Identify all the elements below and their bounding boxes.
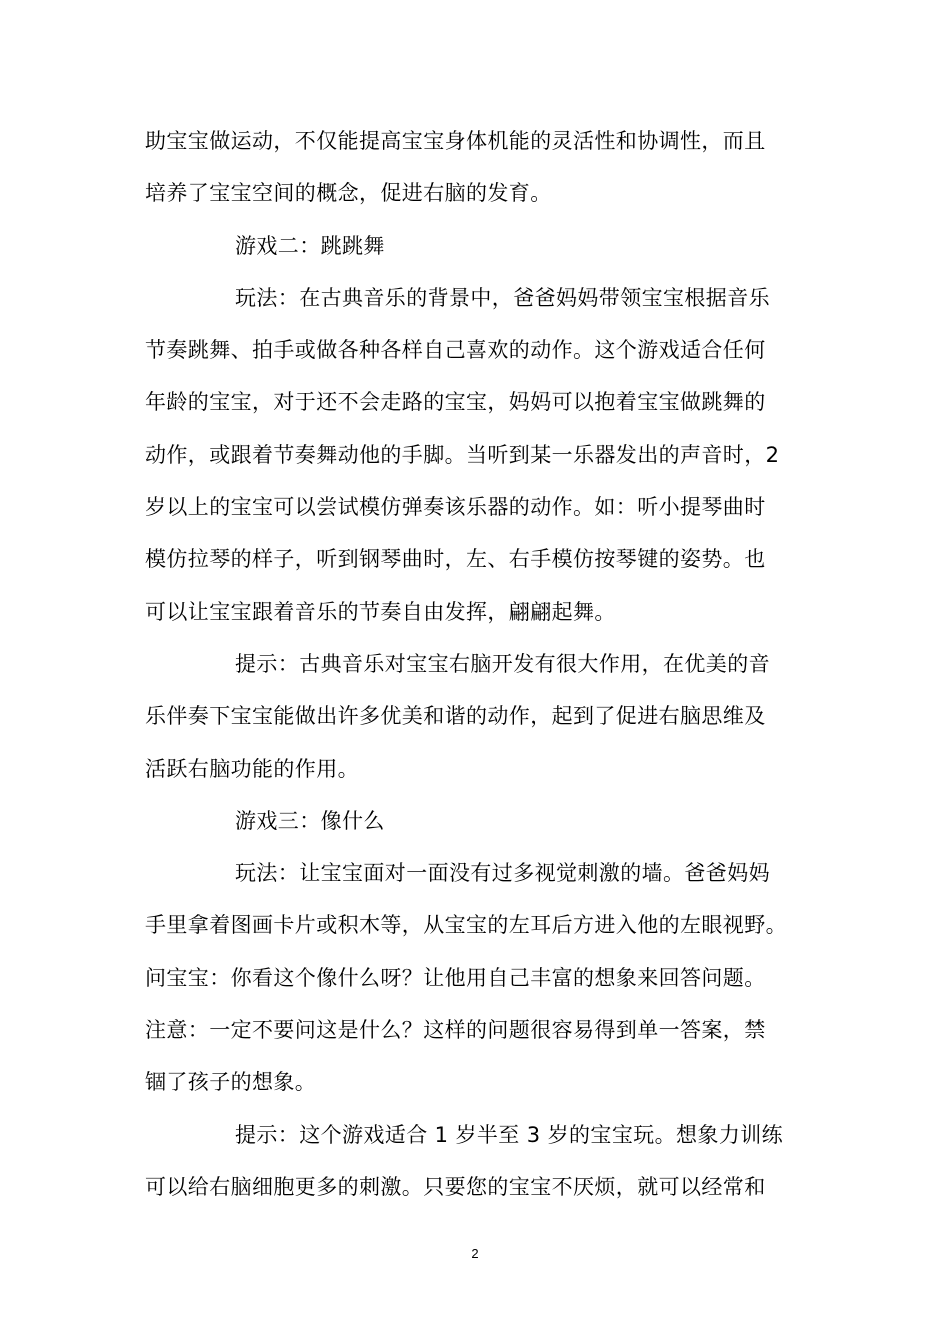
text-line: 可以给右脑细胞更多的刺激。只要您的宝宝不厌烦，就可以经常和 (145, 1174, 766, 1199)
body-text (145, 115, 815, 1213)
text-line: 注意：一定不要问这是什么？这样的问题很容易得到单一答案，禁 (145, 1018, 766, 1043)
text-line: 手里拿着图画卡片或积木等，从宝宝的左耳后方进入他的左眼视野。 (145, 913, 787, 938)
text-line: 提示：古典音乐对宝宝右脑开发有很大作用，在优美的音 (235, 651, 770, 676)
section-heading: 游戏三：像什么 (235, 808, 385, 833)
text-line: 乐伴奏下宝宝能做出许多优美和谐的动作，起到了促进右脑思维及 (145, 704, 766, 729)
text-line: 玩法：在古典音乐的背景中，爸爸妈妈带领宝宝根据音乐 (235, 285, 770, 310)
text-line: 活跃右脑功能的作用。 (145, 756, 359, 781)
text-line: 问宝宝：你看这个像什么呀？让他用自己丰富的想象来回答问题。 (145, 965, 766, 990)
text-line: 年龄的宝宝，对于还不会走路的宝宝，妈妈可以抱着宝宝做跳舞的 (145, 390, 766, 415)
text-line: 锢了孩子的想象。 (145, 1070, 317, 1095)
text-line: 节奏跳舞、拍手或做各种各样自己喜欢的动作。这个游戏适合任何 (145, 338, 766, 363)
text-line: 助宝宝做运动，不仅能提高宝宝身体机能的灵活性和协调性，而且 (145, 129, 766, 153)
text-line: 动作，或跟着节奏舞动他的手脚。当听到某一乐器发出的声音时，2 (145, 442, 780, 467)
section-heading: 游戏二：跳跳舞 (235, 233, 385, 258)
text-line: 玩法：让宝宝面对一面没有过多视觉刺激的墙。爸爸妈妈 (235, 861, 770, 886)
text-line: 可以让宝宝跟着音乐的节奏自由发挥，翩翩起舞。 (145, 599, 616, 624)
text-line: 模仿拉琴的样子，听到钢琴曲时，左、右手模仿按琴键的姿势。也 (145, 547, 766, 572)
page-number: 2 (471, 1246, 479, 1261)
text-line: 岁以上的宝宝可以尝试模仿弹奏该乐器的动作。如：听小提琴曲时 (145, 495, 766, 520)
text-line: 培养了宝宝空间的概念，促进右脑的发育。 (145, 181, 552, 206)
text-line: 提示：这个游戏适合 1 岁半至 3 岁的宝宝玩。想象力训练 (235, 1122, 784, 1147)
